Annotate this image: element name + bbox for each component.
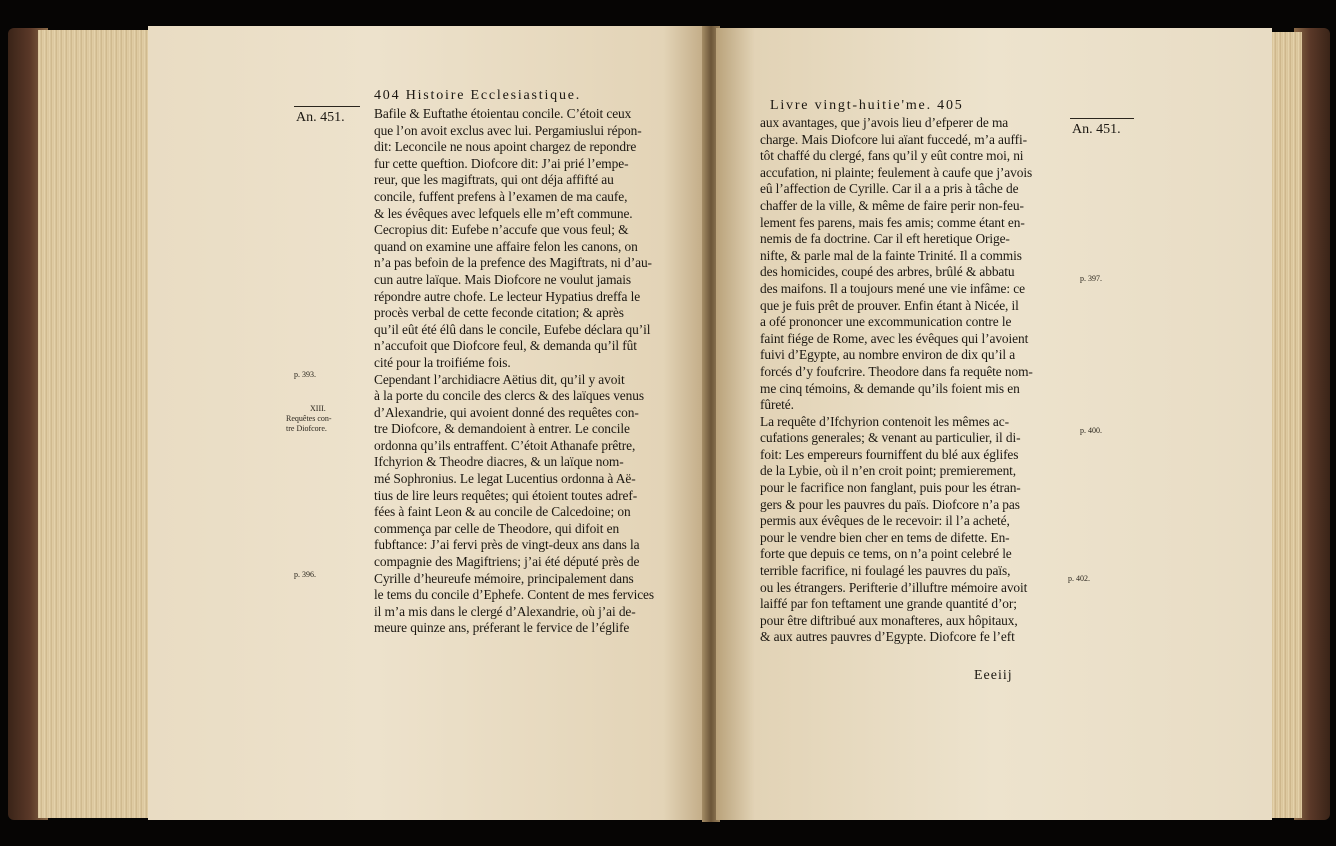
right-page: [716, 28, 1272, 820]
text-line: le tems du concile d’Ephefe. Content de mes fervices: [374, 587, 654, 603]
margin-note-section: XIII.: [310, 404, 326, 413]
margin-note-p400: p. 400.: [1080, 426, 1102, 435]
margin-note-title-2: tre Diofcore.: [286, 424, 327, 433]
left-page: [148, 26, 708, 820]
text-line: tre Diofcore, & demandoient à entrer. Le concile: [374, 421, 630, 437]
text-line: tius de lire leurs requêtes; qui étoient toutes adref-: [374, 487, 638, 503]
text-line: nifte, & parle mal de la fainte Trinité. Il a commis: [760, 247, 1022, 263]
text-line: chaffer de la ville, & même de faire perir non-feu-: [760, 197, 1024, 213]
text-line: permis aux évêques de le recevoir: il l’a acheté,: [760, 513, 1010, 529]
text-line: cufations generales; & venant au particulier, il di-: [760, 430, 1021, 446]
text-line: gers & pour les pauvres du païs. Diofcore n’a pas: [760, 496, 1020, 512]
text-line: accufation, ni plainte; feulement à caufe que j’avois: [760, 164, 1033, 180]
text-line: que je fuis prêt de prouver. Enfin étant à Nicée, il: [760, 297, 1019, 313]
margin-note-p396: p. 396.: [294, 570, 316, 579]
text-line: Bafile & Euftathe étoientau concile. C’étoit ceux: [374, 106, 632, 121]
text-line: forte que depuis ce tems, on n’a point celebré le: [760, 546, 1012, 562]
year-rule-left: [294, 106, 360, 107]
text-line: fur cette queftion. Diofcore dit: J’ai prié l’empe-: [374, 155, 629, 171]
text-line: à la porte du concile des clercs & des laïques venus: [374, 388, 644, 404]
text-line: fées à faint Leon & au concile de Calcedoine; on: [374, 504, 631, 520]
text-line: aux avantages, que j’avois lieu d’efperer de ma: [760, 115, 1009, 130]
year-label-right: An. 451.: [1072, 122, 1121, 137]
margin-note-p402: p. 402.: [1068, 574, 1090, 583]
text-line: reur, que les magiftrats, qui ont déja affifté au: [374, 172, 614, 188]
text-line: pour le vendre bien cher en tems de difette. En-: [760, 529, 1010, 545]
text-line: pour être diftribué aux monafteres, aux hôpitaux,: [760, 612, 1018, 628]
text-line: mé Sophronius. Le legat Lucentius ordonna à Aë-: [374, 471, 636, 487]
running-header-right: Livre vingt-huitie'me. 405: [770, 98, 964, 113]
text-line: forcés d’y foufcrire. Theodore dans fa requête nom-: [760, 363, 1033, 379]
text-line: terrible facrifice, ni foulagé les pauvres du païs,: [760, 563, 1011, 579]
text-line: ordonna qu’ils entraffent. C’étoit Athanafe prêtre,: [374, 437, 636, 453]
text-line: Cyrille d’heureufe mémoire, principalement dans: [374, 570, 634, 586]
text-line: Ifchyrion & Theodre diacres, & un laïque nom-: [374, 454, 624, 470]
text-line: des homicides, coupé des arbres, brûlé & abbatu: [760, 264, 1015, 280]
text-line: procès verbal de cette feconde citation; & après: [374, 305, 624, 321]
running-header-left: 404 Histoire Ecclesiastique.: [374, 88, 582, 103]
text-line: lement fes parens, mais fes amis; comme étant en-: [760, 214, 1025, 230]
year-rule-right: [1070, 118, 1134, 119]
text-line: me cinq témoins, & demande qu’ils foient mis en: [760, 380, 1020, 396]
text-line: La requête d’Ifchyrion contenoit les mêmes ac-: [760, 413, 1009, 429]
text-line: des maifons. Il a toujours mené une vie infâme: ce: [760, 280, 1025, 296]
text-line: cité pour la troifiéme fois.: [374, 354, 511, 370]
text-line: dit: Leconcile ne nous apoint chargez de repondre: [374, 139, 637, 155]
text-line: a ofé prononcer une excommunication contre le: [760, 314, 1012, 330]
margin-note-p393: p. 393.: [294, 370, 316, 379]
text-line: nemis de fa doctrine. Car il eft heretique Orige-: [760, 231, 1010, 247]
margin-note-title-1: Requêtes con-: [286, 414, 332, 423]
text-line: cun autre laïque. Mais Diofcore ne voulut jamais: [374, 271, 631, 287]
left-page-edges: [38, 30, 156, 818]
text-line: Cependant l’archidiacre Aëtius dit, qu’il y avoit: [374, 371, 625, 387]
text-line: d’Alexandrie, qui avoient donné des requêtes con-: [374, 404, 639, 420]
text-line: meure quinze ans, préferant le fervice de l’églife: [374, 620, 630, 636]
text-line: tôt chaffé du clergé, fans qu’il y eût contre moi, ni: [760, 148, 1024, 164]
text-line: laiffé par fon teftament une grande quantité d’or;: [760, 596, 1017, 612]
text-line: quand on examine une affaire felon les canons, on: [374, 238, 638, 254]
text-line: qu’il eût été élû dans le concile, Eufebe déclara qu’il: [374, 321, 651, 337]
open-book: [8, 24, 1330, 824]
text-line: de la Lybie, où il n’en croit point; premierement,: [760, 463, 1017, 479]
text-line: pour le facrifice non fanglant, puis pour les étran-: [760, 480, 1021, 496]
text-line: Cecropius dit: Eufebe n’accufe que vous feul; &: [374, 222, 629, 238]
signature-mark: Eeeiij: [974, 668, 1013, 683]
text-line: répondre autre chofe. Le lecteur Hypatius dreffa le: [374, 288, 641, 304]
text-line: il m’a mis dans le clergé d’Alexandrie, où j’ai de-: [374, 603, 636, 619]
text-line: fubftance: J’ai fervi près de vingt-deux ans dans la: [374, 537, 640, 553]
text-line: & les évêques avec lefquels elle m’eft commune.: [374, 205, 633, 221]
text-line: n’a pas befoin de la prefence des Magiftrats, ni d’au-: [374, 255, 652, 271]
margin-note-p397: p. 397.: [1080, 274, 1102, 283]
text-line: fûreté.: [760, 397, 794, 413]
text-line: n’accufoit que Diofcore feul, & demanda qu’il fût: [374, 338, 637, 354]
text-line: charge. Mais Diofcore lui aïant fuccedé, m’a auffi-: [760, 131, 1027, 147]
text-line: que l’on avoit exclus avec lui. Pergamiuslui répon-: [374, 122, 642, 138]
text-line: concile, fuffent prefens à l’examen de ma caufe,: [374, 188, 628, 204]
text-line: & aux autres pauvres d’Egypte. Diofcore fe l’eft: [760, 629, 1015, 645]
text-line: fuivi d’Egypte, au nombre environ de dix qu’il a: [760, 347, 1016, 363]
text-line: foit: Les empereurs fourniffent du blé aux églifes: [760, 446, 1019, 462]
text-line: eû l’affection de Cyrille. Car il a a pris à tâche de: [760, 181, 1019, 197]
year-label-left: An. 451.: [296, 110, 345, 125]
left-page-text: [374, 106, 654, 637]
text-line: compagnie des Magiftriens; j’ai été député près de: [374, 554, 640, 570]
text-line: ou les étrangers. Perifterie d’illuftre mémoire avoit: [760, 579, 1028, 595]
text-line: faint fiége de Rome, avec les évêques qui l’avoient: [760, 330, 1029, 346]
right-page-text: [760, 115, 1033, 646]
text-line: commença par celle de Theodore, qui difoit en: [374, 520, 620, 536]
